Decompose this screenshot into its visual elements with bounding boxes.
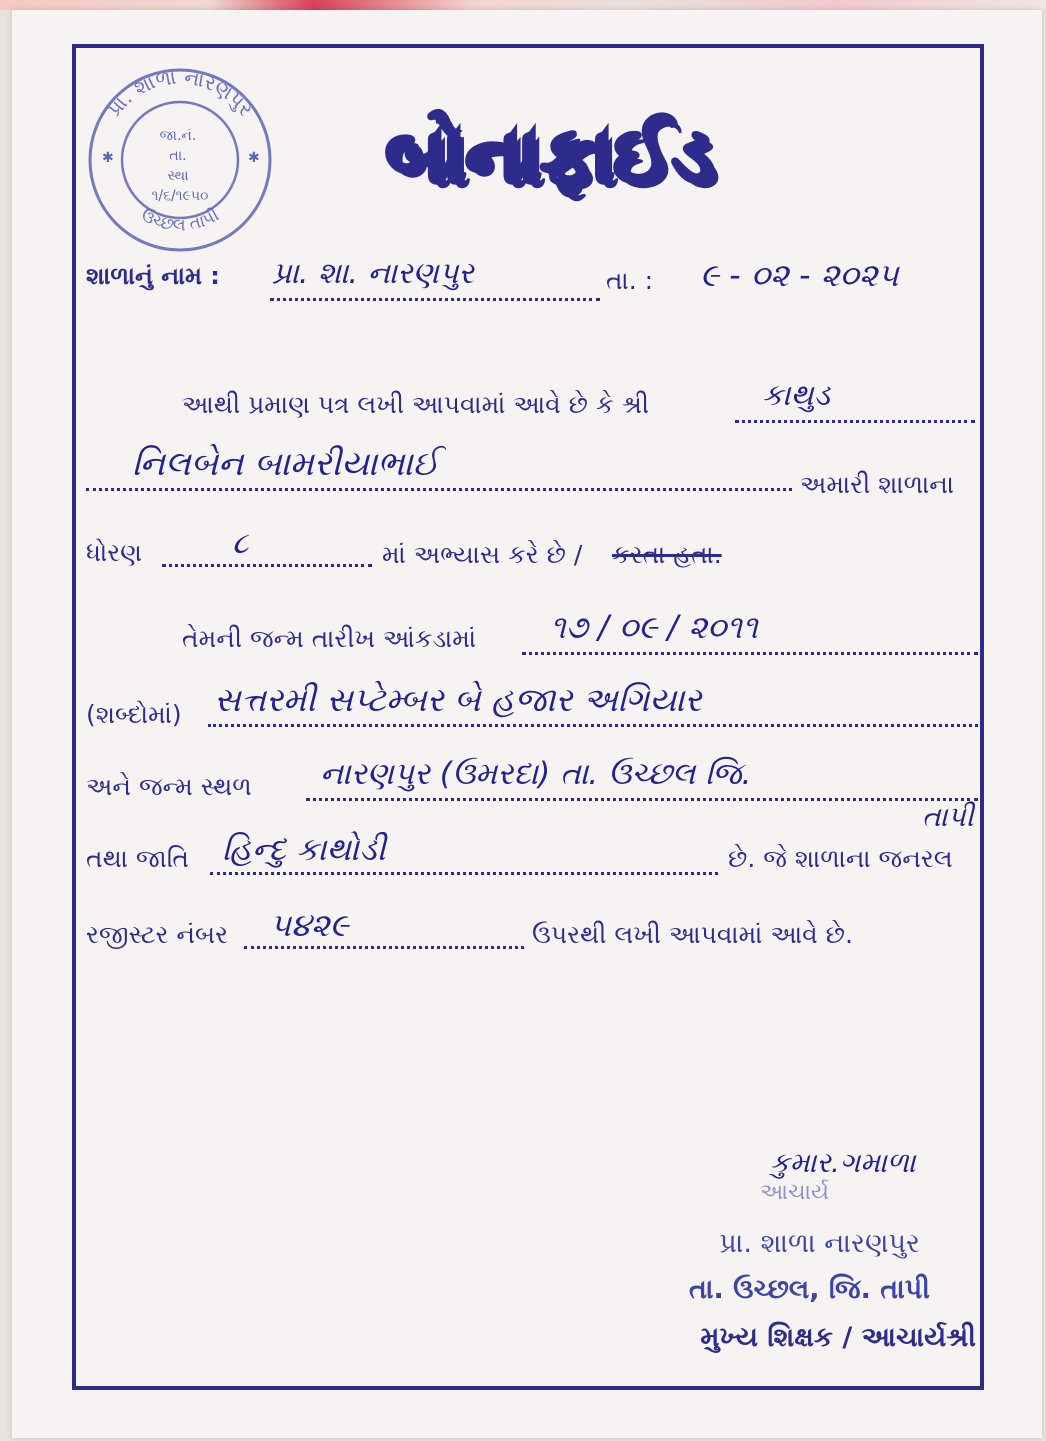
student-name: નિલબેન બામરીયાભાઈ [132, 444, 440, 484]
caste-dotted-line [210, 872, 718, 875]
stamp-inner-line-2: તા. [169, 148, 187, 164]
name-dotted-line-1 [735, 420, 975, 423]
svg-text:પ્રા. શાળા નારણપુર [102, 65, 258, 121]
certificate-title: બોનાફાઈડ [385, 110, 715, 199]
general-register-text: છે. જે શાળાના જનરલ [728, 844, 953, 873]
birthplace-label: અને જન્મ સ્થળ [86, 772, 252, 801]
studying-text: માં અભ્યાસ કરે છે / [382, 540, 583, 569]
school-name-value: પ્રા. શા. નારણપુર [272, 256, 474, 291]
caste-value: હિન્દુ કાથોડી [222, 830, 386, 868]
birthplace-district: તાપી [922, 800, 974, 833]
stamp-bottom-text: ઉચ્છલ તાપી [137, 205, 223, 236]
principal-signature: કુમાર.ગમાળા [770, 1146, 916, 1179]
designation-text: મુખ્ય શિક્ષક / આચાર્યશ્રી [700, 1322, 976, 1353]
stamp-star-icon: ✱ [248, 150, 260, 166]
register-number-value: ૫૪૨૯ [270, 906, 349, 944]
in-words-dotted-line [208, 724, 978, 727]
name-dotted-line-2 [86, 488, 792, 491]
stamp-inner-line-1: જા.નં. [159, 128, 197, 144]
school-name-underline [270, 298, 600, 301]
stamp-star-icon: ✱ [102, 150, 114, 166]
stamp-top-text: પ્રા. શાળા નારણપુર [102, 64, 259, 121]
stamp-inner-line-4: ૧/૬/૧૯૫૦ [151, 188, 209, 204]
standard-dotted-line [162, 564, 372, 567]
issued-from-text: ઉપરથી લખી આપવામાં આવે છે. [532, 920, 853, 949]
in-words-label: (શબ્દોમાં) [86, 700, 182, 729]
stamp-inner-line-3: સ્થા [167, 168, 189, 184]
school-name-label: શાળાનું નામ : [86, 262, 220, 290]
birthdate-dotted-line [522, 652, 978, 655]
student-surname: કાથુડ [762, 378, 831, 413]
our-school-text: અમારી શાળાના [800, 470, 954, 499]
register-number-dotted-line [244, 946, 524, 949]
school-stamp-line-1: પ્રા. શાળા નારણપુર [719, 1228, 920, 1259]
school-seal-stamp [82, 62, 278, 258]
birthplace-value: નારણપુર (ઉમરદા) તા. ઉચ્છલ જિ. [320, 756, 752, 792]
date-value: ૯ - ૦૨ - ૨૦૨૫ [700, 256, 899, 294]
top-edge-strip [0, 0, 1046, 10]
school-stamp-line-2: તા. ઉચ્છલ, જિ. તાપી [688, 1274, 930, 1305]
svg-text:ઉચ્છલ તાપી [137, 205, 222, 235]
principal-role-faint: આચાર્ય [760, 1180, 829, 1205]
birthdate-in-words: સત્તરમી સપ્ટેમ્બર બે હજાર અગિયાર [214, 680, 702, 719]
date-label: તા. : [606, 266, 654, 295]
struck-out-text: કરતા હતા. [612, 540, 722, 569]
caste-label: તથા જાતિ [86, 844, 189, 873]
standard-label: ધોરણ [86, 538, 142, 567]
birthdate-value: ૧૭ / ૦૯ / ૨૦૧૧ [550, 608, 758, 646]
register-number-label: રજીસ્ટર નંબર [86, 920, 228, 949]
certificate-intro-text: આથી પ્રમાણ પત્ર લખી આપવામાં આવે છે કે શ્રી [182, 390, 650, 419]
standard-value: ૮ [232, 526, 249, 561]
birthdate-label: તેમની જન્મ તારીખ આંકડામાં [182, 624, 477, 653]
birthplace-dotted-line [306, 798, 978, 801]
